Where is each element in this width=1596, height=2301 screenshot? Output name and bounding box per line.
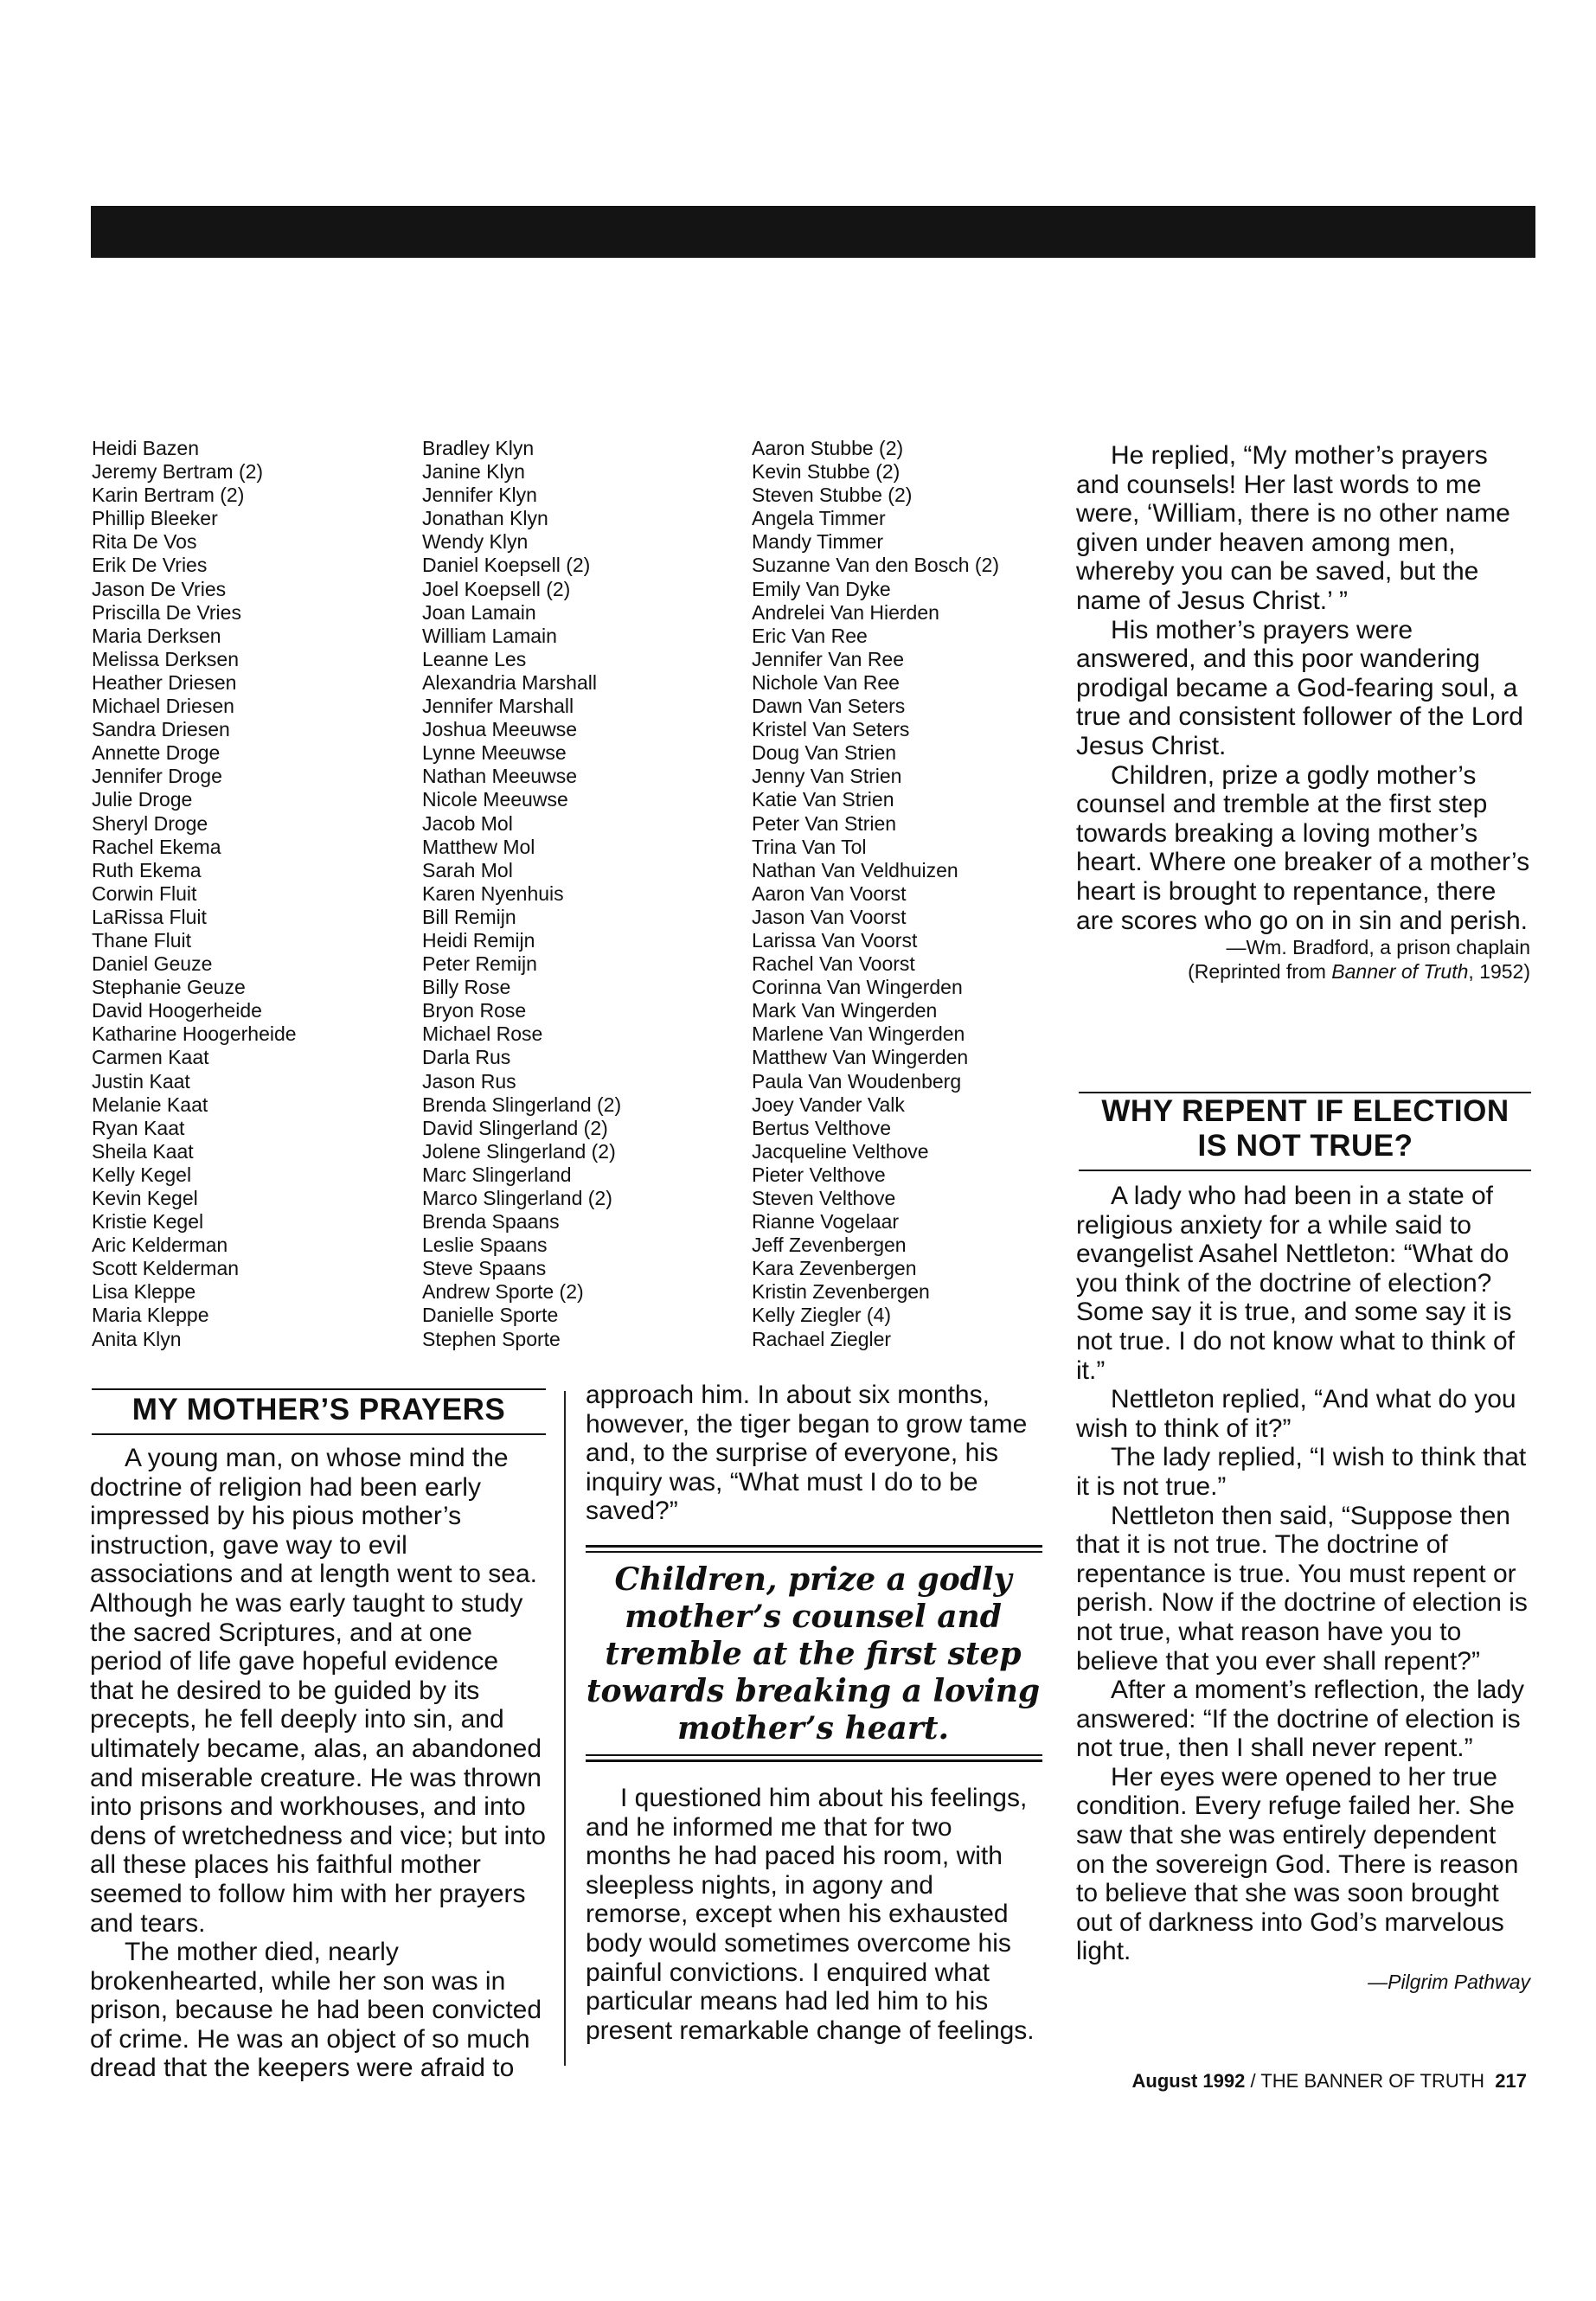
paragraph: Nettleton replied, “And what do you wish to think of it?”: [1076, 1385, 1516, 1443]
name-entry: Doug Van Strien: [752, 741, 897, 765]
name-entry: Jeremy Bertram (2): [92, 460, 264, 484]
name-entry: Steven Stubbe (2): [752, 484, 913, 507]
name-entry: Emily Van Dyke: [752, 577, 891, 600]
name-entry: Marlene Van Wingerden: [752, 1022, 965, 1046]
name-entry: Jason Rus: [422, 1069, 516, 1093]
header-bar: [91, 206, 1535, 258]
name-entry: Joshua Meeuwse: [422, 718, 577, 741]
name-entry: Aric Kelderman: [92, 1234, 228, 1257]
name-entry: Sheryl Droge: [92, 811, 208, 835]
name-entry: Matthew Mol: [422, 835, 535, 858]
magazine-name: THE BANNER OF TRUTH: [1260, 2070, 1485, 2092]
name-entry: Michael Driesen: [92, 695, 234, 718]
name-entry: LaRissa Fluit: [92, 905, 207, 928]
name-entry: Melanie Kaat: [92, 1093, 208, 1116]
name-entry: Pieter Velthove: [752, 1163, 886, 1186]
name-entry: Bradley Klyn: [422, 437, 535, 459]
column-divider: [564, 1391, 566, 2066]
name-entry: Alexandria Marshall: [422, 670, 597, 694]
pullquote-bottom-rule-thick: [586, 1759, 1042, 1762]
name-entry: Jennifer Klyn: [422, 484, 537, 507]
paragraph: Nettleton then said, “Suppose then that it is not true. The doctrine of repentance is true. You must repent or perish. Now if the doctrine of election is not true, what reason have you to believe that you ever shall repent?”: [1076, 1501, 1528, 1676]
paragraph: The lady replied, “I wish to think that it is not true.”: [1076, 1443, 1527, 1501]
name-entry: Jolene Slingerland (2): [422, 1139, 616, 1163]
pullquote-top-rule-thin: [586, 1551, 1042, 1553]
paragraph: I questioned him about his feelings, and he informed me that for two months he had paced his room, with sleepless nights, in agony and remorse, except when his exhausted body would sometimes overcome his painful convictions. I enquired what particular means had led him to his present remarkable change of feelings.: [586, 1784, 1035, 2045]
name-entry: Jason Van Voorst: [752, 905, 907, 928]
name-entry: Mark Van Wingerden: [752, 999, 938, 1022]
name-entry: Jennifer Droge: [92, 765, 222, 788]
signature: —Wm. Bradford, a prison chaplain: [1226, 936, 1530, 959]
name-entry: Katharine Hoogerheide: [92, 1022, 297, 1046]
name-entry: Rachel Ekema: [92, 835, 221, 858]
mother-article-continued: [586, 1381, 1042, 1526]
page-number: 217: [1495, 2070, 1527, 2092]
issue-date: August 1992: [1131, 2070, 1246, 2092]
election-bottom-rule: [1079, 1170, 1531, 1171]
name-entry: Nathan Van Veldhuizen: [752, 858, 958, 881]
mother-heading: MY MOTHER’S PRAYERS: [131, 1393, 506, 1426]
paragraph: A young man, on whose mind the doctrine of religion had been early impressed by his pious mother’s instruction, gave way to evil associations and at length went to sea. Although he was early taught to study the sacred Scriptures, and at one period of life gave hopeful evidence that he desired to be guided by its precepts, he fell deeply into sin, and ultimately became, alas, an abandoned and miserable creature. He was thrown into prisons and workhouses, and into dens of wretchedness and vice; but into all these places his faithful mother seemed to follow him with her prayers and tears.: [90, 1444, 546, 1938]
name-entry: Brenda Spaans: [422, 1210, 560, 1234]
name-entry: Maria Derksen: [92, 624, 221, 647]
name-entry: Kristin Zevenbergen: [752, 1280, 930, 1304]
name-entry: Karen Nyenhuis: [422, 881, 564, 905]
election-top-rule: [1079, 1092, 1531, 1093]
mother-article: [90, 1444, 548, 2083]
name-entry: Jeff Zevenbergen: [752, 1234, 907, 1257]
name-entry: Eric Van Ree: [752, 624, 868, 647]
mother-article-end: [586, 1784, 1042, 2045]
name-entry: Kristel Van Seters: [752, 718, 910, 741]
name-entry: David Hoogerheide: [92, 999, 262, 1022]
name-entry: Erik De Vries: [92, 554, 208, 577]
name-entry: Jonathan Klyn: [422, 507, 548, 530]
name-entry: Jennifer Marshall: [422, 695, 574, 718]
name-entry: Janine Klyn: [422, 460, 525, 484]
paragraph: He replied, “My mother’s prayers and counsels! Her last words to me were, ‘William, there is no other name given under heaven among men, whereby you can be saved, but the name of Jesus Christ.’ ”: [1076, 441, 1510, 615]
name-entry: Rachel Van Voorst: [752, 952, 915, 976]
name-entry: Peter Remijn: [422, 952, 537, 976]
name-entry: Scott Kelderman: [92, 1257, 240, 1280]
names-column-2: [422, 437, 751, 1351]
name-entry: Julie Droge: [92, 788, 193, 811]
name-entry: Aaron Van Voorst: [752, 881, 907, 905]
name-entry: Sheila Kaat: [92, 1139, 194, 1163]
mother-top-rule: [92, 1388, 546, 1390]
name-entry: Matthew Van Wingerden: [752, 1046, 969, 1069]
name-entry: Larissa Van Voorst: [752, 928, 918, 952]
name-entry: Joan Lamain: [422, 600, 536, 624]
name-entry: Nathan Meeuwse: [422, 765, 577, 788]
name-entry: Kristie Kegel: [92, 1210, 204, 1234]
paragraph: A lady who had been in a state of religious anxiety for a while said to evangelist Asahel Nettleton: “What do you think of the doctrine of election? Some say it is true, and some say it is not true. I do not know what to think of it.”: [1076, 1182, 1515, 1385]
page-footer: August 1992 / THE BANNER OF TRUTH 217: [1131, 2070, 1527, 2092]
name-entry: David Slingerland (2): [422, 1116, 608, 1139]
name-entry: Suzanne Van den Bosch (2): [752, 554, 999, 577]
name-entry: Steve Spaans: [422, 1257, 547, 1280]
name-entry: Annette Droge: [92, 741, 221, 765]
name-entry: Billy Rose: [422, 976, 511, 999]
name-entry: Ryan Kaat: [92, 1116, 185, 1139]
pullquote-top-rule: [586, 1545, 1042, 1548]
name-entry: Jennifer Van Ree: [752, 647, 905, 670]
name-entry: William Lamain: [422, 624, 557, 647]
names-column-3: [752, 437, 1080, 1351]
name-entry: Wendy Klyn: [422, 530, 529, 554]
name-entry: Lisa Kleppe: [92, 1280, 196, 1304]
name-entry: Marc Slingerland: [422, 1163, 572, 1186]
source-credit: —Pilgrim Pathway: [1368, 1971, 1530, 1994]
name-entry: Sandra Driesen: [92, 718, 230, 741]
name-entry: Carmen Kaat: [92, 1046, 209, 1069]
name-entry: Nicole Meeuwse: [422, 788, 568, 811]
name-entry: Karin Bertram (2): [92, 484, 245, 507]
name-entry: Paula Van Woudenberg: [752, 1069, 962, 1093]
name-entry: Trina Van Tol: [752, 835, 867, 858]
name-entry: Melissa Derksen: [92, 647, 239, 670]
mother-bottom-rule: [92, 1433, 546, 1435]
name-entry: Leslie Spaans: [422, 1234, 548, 1257]
name-entry: Brenda Slingerland (2): [422, 1093, 622, 1116]
name-entry: Kevin Stubbe (2): [752, 460, 901, 484]
name-entry: Nichole Van Ree: [752, 670, 900, 694]
name-entry: Phillip Bleeker: [92, 507, 218, 530]
name-entry: Angela Timmer: [752, 507, 886, 530]
name-entry: Bertus Velthove: [752, 1116, 892, 1139]
paragraph: His mother’s prayers were answered, and this poor wandering prodigal became a God-fearing soul, a true and consistent follower of the Lord Jesus Christ.: [1076, 615, 1523, 760]
name-entry: Kelly Ziegler (4): [752, 1304, 892, 1327]
name-entry: Jason De Vries: [92, 577, 227, 600]
name-entry: Kara Zevenbergen: [752, 1257, 917, 1280]
name-entry: Andrelei Van Hierden: [752, 600, 939, 624]
name-entry: Rachael Ziegler: [752, 1327, 892, 1350]
name-entry: Corwin Fluit: [92, 881, 197, 905]
name-entry: Thane Fluit: [92, 928, 192, 952]
name-entry: Leanne Les: [422, 647, 527, 670]
name-entry: Priscilla De Vries: [92, 600, 241, 624]
name-entry: Darla Rus: [422, 1046, 511, 1069]
names-column-1: [92, 437, 420, 1351]
name-entry: Dawn Van Seters: [752, 695, 906, 718]
name-entry: Lynne Meeuwse: [422, 741, 567, 765]
name-entry: Bill Remijn: [422, 905, 516, 928]
name-entry: Heather Driesen: [92, 670, 237, 694]
reprint-note: (Reprinted from Banner of Truth, 1952): [1188, 960, 1530, 984]
paragraph: Children, prize a godly mother’s counsel and tremble at the first step towards breaking a loving mother’s heart. Where one breaker of a mother’s heart is brought to repentance, there are scores who go on in sin and perish.: [1076, 760, 1530, 935]
paragraph: After a moment’s reflection, the lady answered: “If the doctrine of election is not true, then I shall never repent.”: [1076, 1676, 1525, 1763]
name-entry: Heidi Remijn: [422, 928, 535, 952]
name-entry: Mandy Timmer: [752, 530, 884, 554]
name-entry: Anita Klyn: [92, 1327, 182, 1350]
name-entry: Steven Velthove: [752, 1187, 896, 1209]
right-top-article: [1076, 441, 1530, 984]
name-entry: Stephanie Geuze: [92, 976, 246, 999]
name-entry: Marco Slingerland (2): [422, 1187, 612, 1209]
name-entry: Danielle Sporte: [422, 1304, 559, 1327]
name-entry: Rianne Vogelaar: [752, 1210, 900, 1234]
name-entry: Jacob Mol: [422, 811, 513, 835]
name-entry: Daniel Koepsell (2): [422, 554, 591, 577]
name-entry: Joel Koepsell (2): [422, 577, 571, 600]
name-entry: Rita De Vos: [92, 530, 197, 554]
name-entry: Peter Van Strien: [752, 811, 897, 835]
name-entry: Michael Rose: [422, 1022, 543, 1046]
election-heading: WHY REPENT IF ELECTION IS NOT TRUE?: [1101, 1094, 1509, 1163]
name-entry: Katie Van Strien: [752, 788, 894, 811]
paragraph: approach him. In about six months, however, the tiger began to grow tame and, to the surprise of everyone, his inquiry was, “What must I do to be saved?”: [586, 1381, 1028, 1526]
paragraph: Her eyes were opened to her true condition. Every refuge failed her. She saw that she was entirely dependent on the sovereign God. There is reason to believe that she was soon brought out of darkness into God’s marvelous light.: [1076, 1762, 1519, 1966]
name-entry: Kevin Kegel: [92, 1187, 198, 1209]
name-entry: Jacqueline Velthove: [752, 1139, 929, 1163]
name-entry: Daniel Geuze: [92, 952, 213, 976]
name-entry: Corinna Van Wingerden: [752, 976, 963, 999]
name-entry: Bryon Rose: [422, 999, 527, 1022]
pullquote-bottom-rule: [586, 1754, 1042, 1756]
name-entry: Stephen Sporte: [422, 1327, 561, 1350]
name-entry: Sarah Mol: [422, 858, 513, 881]
name-entry: Joey Vander Valk: [752, 1093, 905, 1116]
name-entry: Maria Kleppe: [92, 1304, 209, 1327]
name-entry: Ruth Ekema: [92, 858, 202, 881]
column-divider-right: [1059, 1362, 1060, 2072]
name-entry: Kelly Kegel: [92, 1163, 192, 1186]
name-entry: Heidi Bazen: [92, 437, 200, 459]
name-entry: Andrew Sporte (2): [422, 1280, 584, 1304]
election-article: [1076, 1182, 1530, 1994]
name-entry: Justin Kaat: [92, 1069, 190, 1093]
name-entry: Aaron Stubbe (2): [752, 437, 904, 459]
pullquote: Children, prize a godly mother’s counsel and tremble at the first step towards breaking a loving mother’s heart.: [586, 1561, 1041, 1747]
paragraph: The mother died, nearly brokenhearted, while her son was in prison, because he had been convicted of crime. He was an object of so much dread that the keepers were afraid to: [90, 1938, 542, 2083]
name-entry: Jenny Van Strien: [752, 765, 902, 788]
